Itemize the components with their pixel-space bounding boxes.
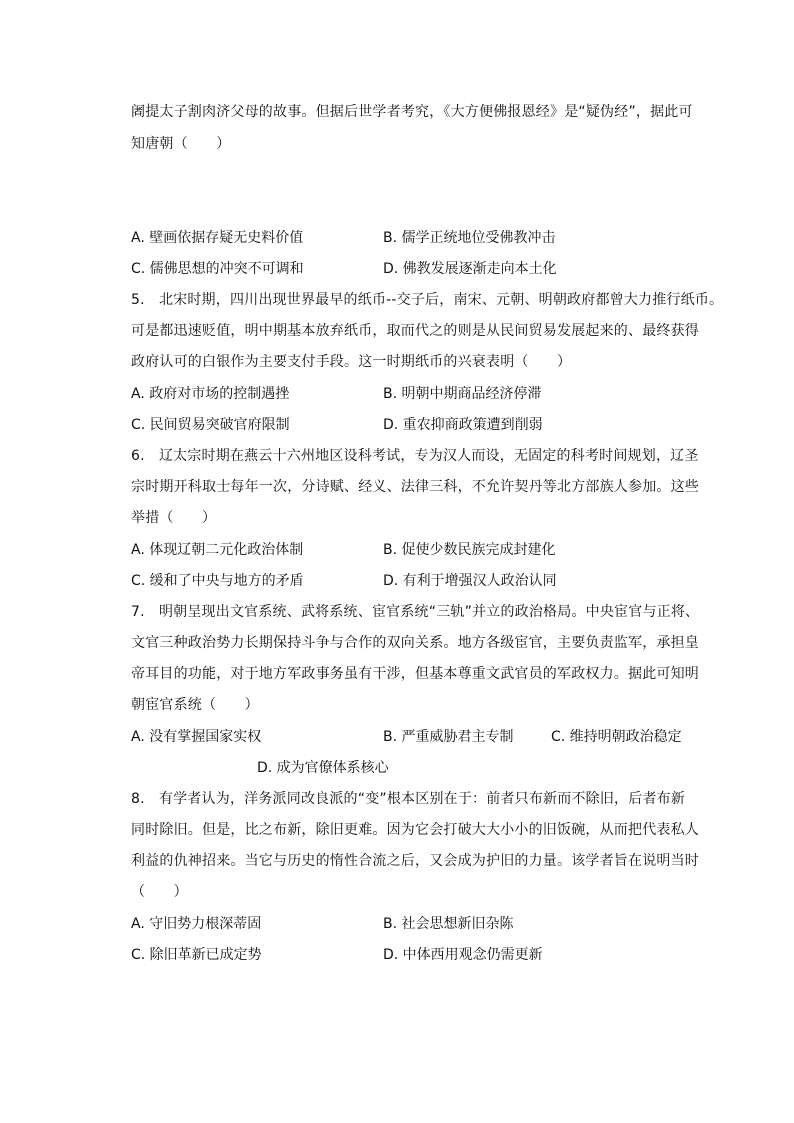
q5-option-d[interactable]: D. 重农抑商政策遭到削弱 (383, 417, 543, 433)
q6-stem-line-2: 宗时期开科取士每年一次，分诗赋、经义、法律三科，不允许契丹等北方部族人参加。这些 (131, 479, 699, 495)
q8-option-a[interactable]: A. 守旧势力根深蒂固 (131, 916, 262, 932)
q4-stem-line-2: 知唐朝（ ） (131, 136, 231, 152)
q8-option-b[interactable]: B. 社会思想新旧杂陈 (383, 916, 514, 932)
q8-stem-line-4: （ ） (131, 884, 188, 900)
q6-stem-line-1: 6. 辽太宗时期在燕云十六州地区设科考试，专为汉人而设，无固定的科考时间规划，辽圣 (131, 448, 699, 464)
q7-option-a[interactable]: A. 没有掌握国家实权 (131, 729, 262, 745)
q5-option-b[interactable]: B. 明朝中期商品经济停滞 (383, 386, 542, 402)
q6-option-a[interactable]: A. 体现辽朝二元化政治体制 (131, 542, 304, 558)
q8-stem-line-2: 同时除旧。但是，比之布新，除旧更难。因为它会打破大大小小的旧饭碗，从而把代表私人 (131, 822, 699, 838)
q4-option-d[interactable]: D. 佛教发展逐渐走向本土化 (383, 261, 557, 277)
q4-stem-line-1: 阇提太子割肉济父母的故事。但据后世学者考究，《大方便佛报恩经》是“疑伪经”，据此可 (131, 104, 693, 120)
q6-option-d[interactable]: D. 有利于增强汉人政治认同 (383, 573, 557, 589)
q4-option-c[interactable]: C. 儒佛思想的冲突不可调和 (131, 261, 304, 277)
q5-stem-line-3: 政府认可的白银作为主要支付手段。这一时期纸币的兴衰表明（ ） (131, 354, 572, 370)
q6-option-c[interactable]: C. 缓和了中央与地方的矛盾 (131, 573, 304, 589)
q6-stem-line-3: 举措（ ） (131, 510, 217, 526)
q5-option-a[interactable]: A. 政府对市场的控制遇挫 (131, 386, 290, 402)
q8-option-c[interactable]: C. 除旧革新已成定势 (131, 947, 262, 963)
q7-stem-line-4: 朝宦官系统（ ） (131, 697, 259, 713)
q8-option-d[interactable]: D. 中体西用观念仍需更新 (383, 947, 543, 963)
q7-stem-line-1: 7. 明朝呈现出文官系统、武将系统、宦官系统“三轨”并立的政治格局。中央宦官与正将、 (131, 604, 700, 620)
q7-option-b[interactable]: B. 严重威胁君主专制 (383, 729, 514, 745)
q5-stem-line-2: 可是都迅速贬值，明中期基本放弃纸币，取而代之的则是从民间贸易发展起来的、最终获得 (131, 323, 699, 339)
q4-option-a[interactable]: A. 壁画依据存疑无史料价值 (131, 230, 304, 246)
q6-option-b[interactable]: B. 促使少数民族完成封建化 (383, 542, 556, 558)
q8-stem-line-1: 8. 有学者认为，洋务派同改良派的“变”根本区别在于：前者只布新而不除旧，后者布新 (131, 791, 686, 807)
q7-stem-line-3: 帝耳目的功能，对于地方军政事务虽有干涉，但基本尊重文武官员的军政权力。据此可知明 (131, 666, 699, 682)
q5-option-c[interactable]: C. 民间贸易突破官府限制 (131, 417, 290, 433)
q4-option-b[interactable]: B. 儒学正统地位受佛教冲击 (383, 230, 556, 246)
q8-stem-line-3: 利益的仇神招来。当它与历史的惰性合流之后，又会成为护旧的力量。该学者旨在说明当时 (131, 853, 699, 869)
q7-option-d[interactable]: D. 成为官僚体系核心 (257, 760, 389, 776)
q5-stem-line-1: 5. 北宋时期，四川出现世界最早的纸币--交子后，南宋、元朝、明朝政府都曾大力推行纸币。 (131, 292, 724, 308)
q7-option-c[interactable]: C. 维持明朝政治稳定 (551, 729, 682, 745)
q7-stem-line-2: 文官三种政治势力长期保持斗争与合作的双向关系。地方各级宦官，主要负责监军，承担皇 (131, 635, 699, 651)
